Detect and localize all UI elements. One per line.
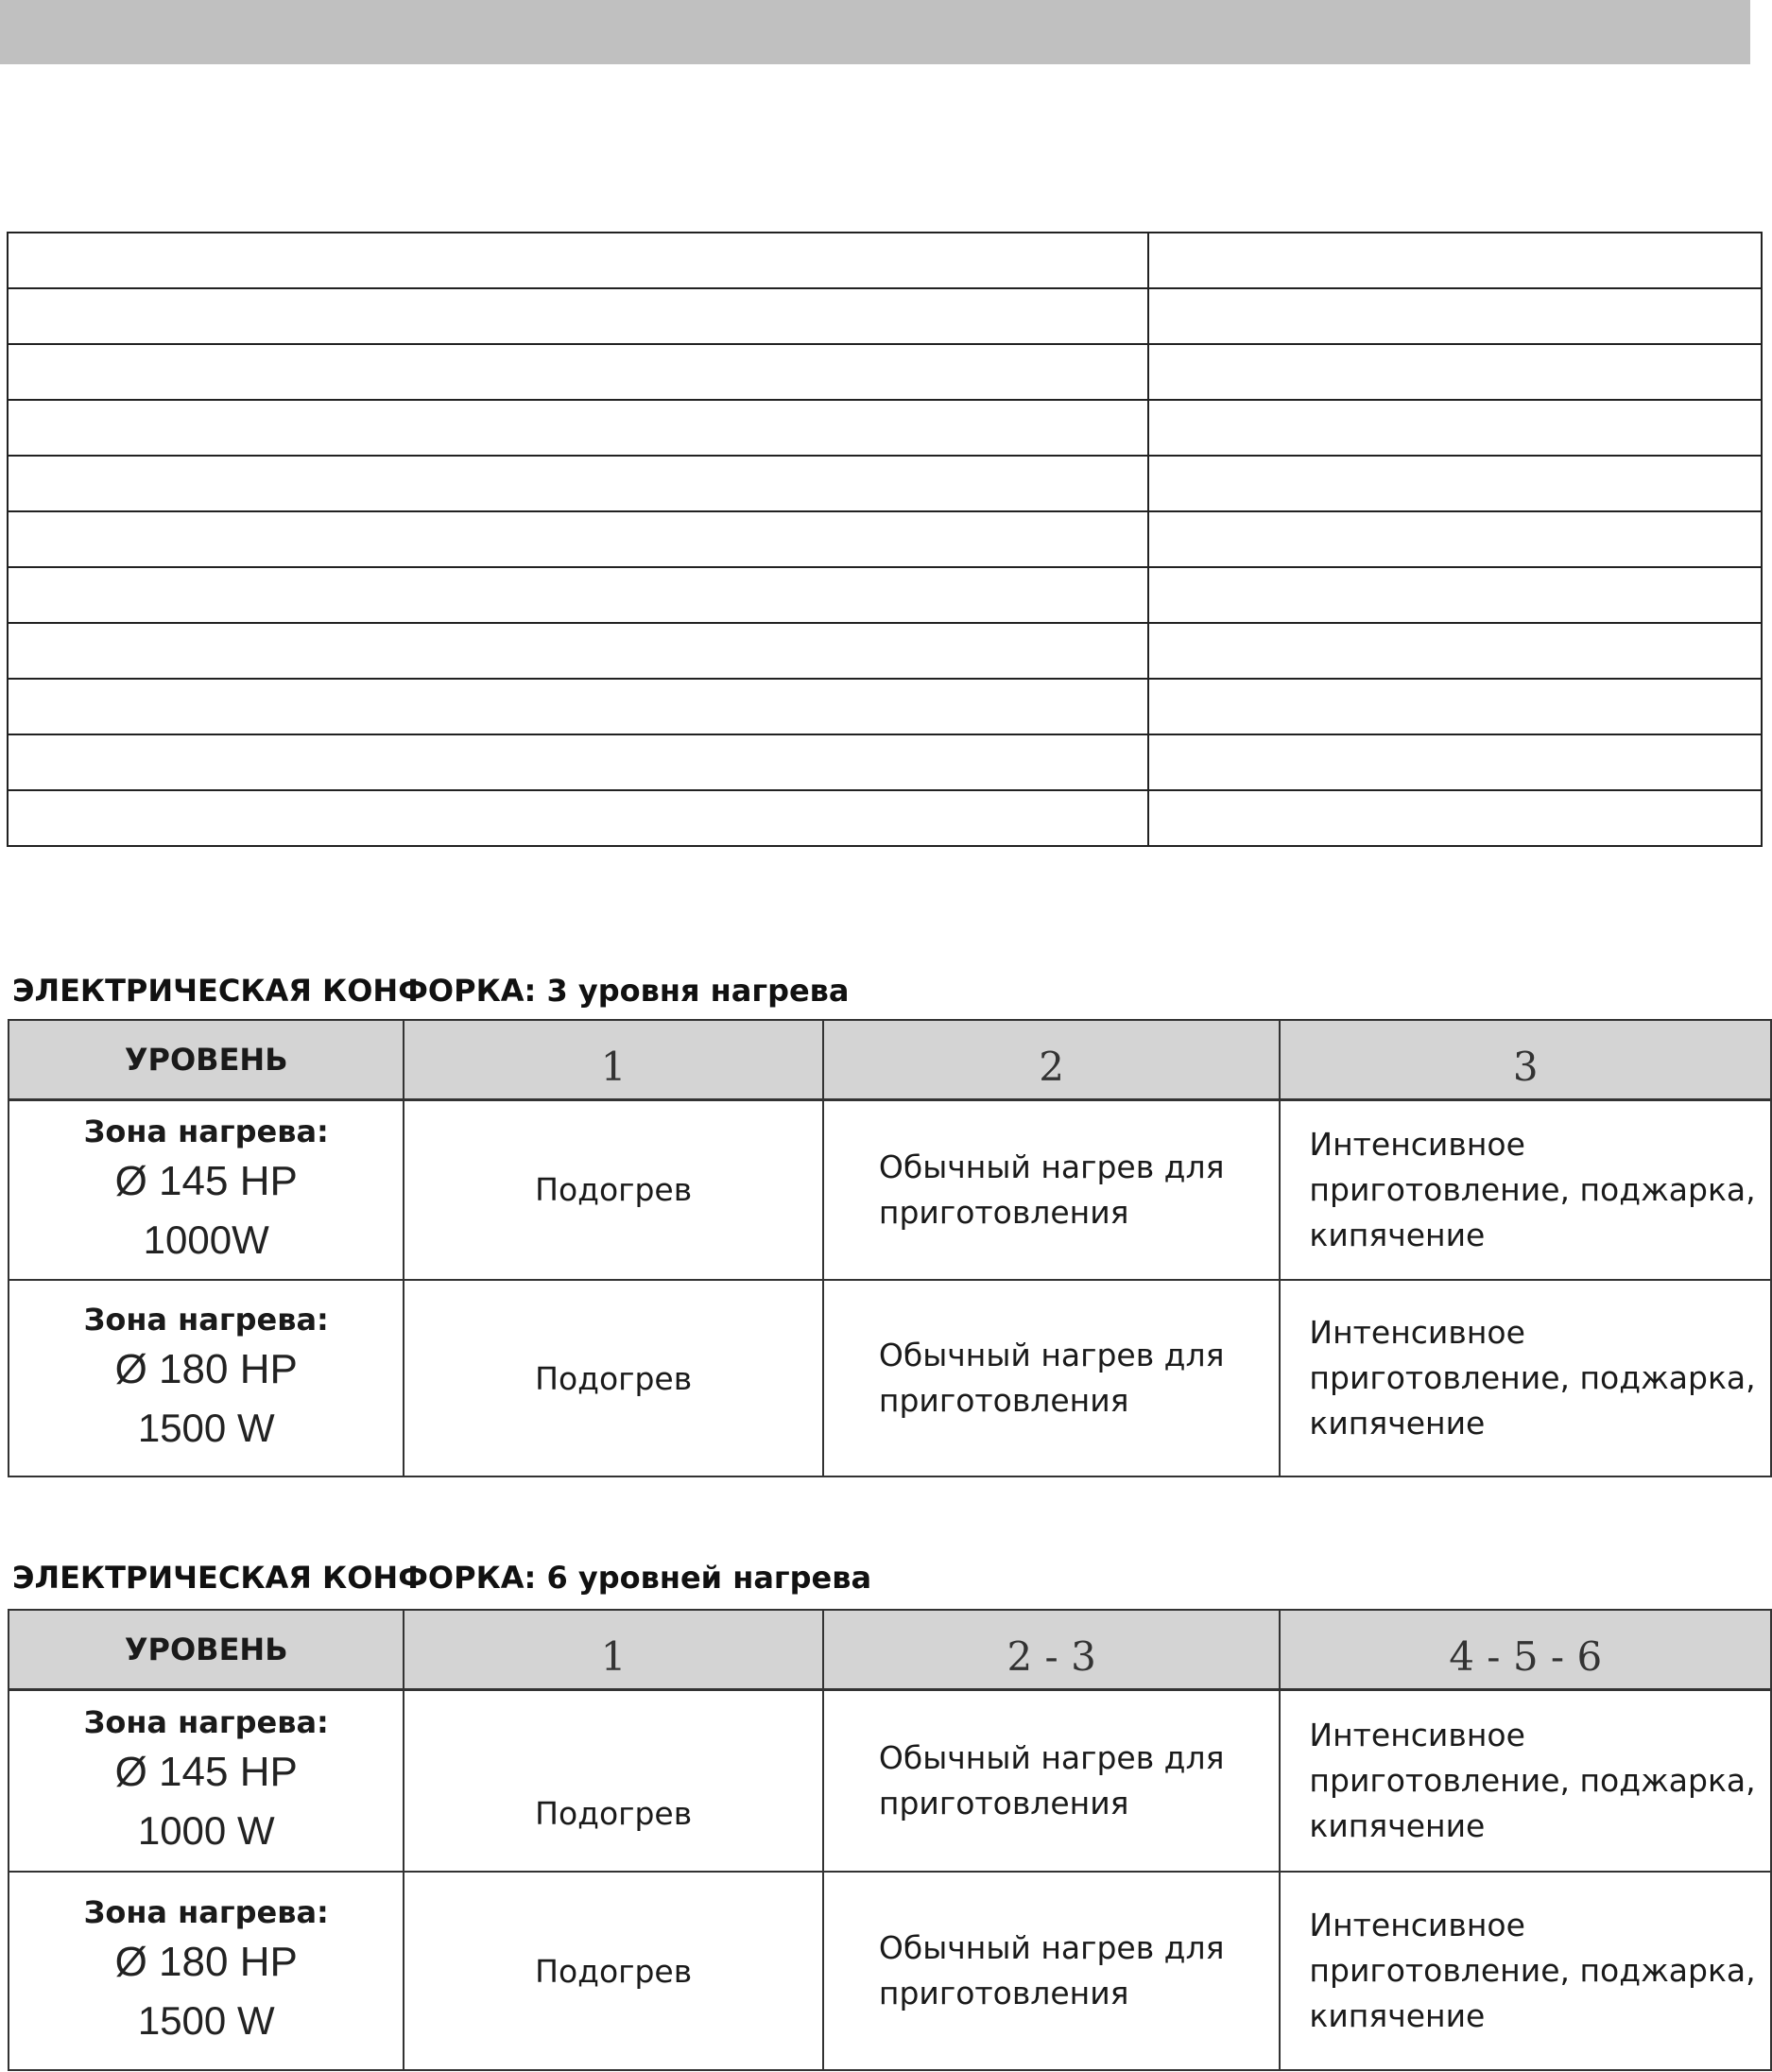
table-row <box>9 1872 1771 2070</box>
table-row <box>8 288 1762 344</box>
zone-diameter: Ø 180 HP <box>114 1939 298 1985</box>
level-header-label: УРОВЕНЬ <box>9 1020 404 1099</box>
level-1-desc: Подогрев <box>404 1280 822 1476</box>
table-header-row <box>9 1610 1771 1689</box>
zone-cell <box>9 1872 404 2070</box>
table-row <box>8 623 1762 679</box>
level-header-label: УРОВЕНЬ <box>9 1610 404 1689</box>
zone-title: Зона нагрева: <box>83 1894 329 1930</box>
zone-title: Зона нагрева: <box>83 1302 329 1338</box>
zone-title: Зона нагрева: <box>83 1703 329 1740</box>
level-2-desc: Обычный нагрев для приготовления <box>823 1099 1281 1280</box>
level-4-5-6-desc: Интенсивное приготовление, поджарка, кипячение <box>1280 1872 1771 2070</box>
level-4-5-6-header: 4 - 5 - 6 <box>1280 1610 1771 1689</box>
level-1-desc: Подогрев <box>404 1689 822 1872</box>
level-3-desc: Интенсивное приготовление, поджарка, кипячение <box>1280 1280 1771 1476</box>
table-row <box>8 679 1762 734</box>
table-row <box>8 233 1762 288</box>
level-1-header: 1 <box>404 1610 822 1689</box>
zone-title: Зона нагрева: <box>83 1113 329 1149</box>
level-1-desc: Подогрев <box>404 1872 822 2070</box>
table-row <box>8 400 1762 456</box>
table-row <box>8 344 1762 400</box>
zone-diameter: Ø 145 HP <box>114 1748 298 1795</box>
table-row <box>9 1689 1771 1872</box>
table-row <box>8 734 1762 790</box>
table-row <box>9 1280 1771 1476</box>
zone-power: 1500 W <box>137 1406 275 1450</box>
zone-cell <box>9 1689 404 1872</box>
header-band <box>0 0 1750 64</box>
level-3-desc: Интенсивное приготовление, поджарка, кипячение <box>1280 1099 1771 1280</box>
table-row <box>9 1099 1771 1280</box>
level-2-3-header: 2 - 3 <box>823 1610 1281 1689</box>
empty-grid-table <box>7 232 1763 847</box>
table-row <box>8 567 1762 623</box>
zone-power: 1000 W <box>137 1807 275 1853</box>
level-1-desc: Подогрев <box>404 1099 822 1280</box>
zone-power: 1500 W <box>137 1998 275 2043</box>
section-title-3-levels: ЭЛЕКТРИЧЕСКАЯ КОНФОРКА: 3 уровня нагрева <box>12 973 850 1009</box>
heat-levels-table-6 <box>8 1609 1772 2071</box>
zone-cell <box>9 1280 404 1476</box>
level-2-3-desc: Обычный нагрев для приготовления <box>823 1689 1281 1872</box>
table-header-row <box>9 1020 1771 1099</box>
level-2-desc: Обычный нагрев для приготовления <box>823 1280 1281 1476</box>
level-3-header: 3 <box>1280 1020 1771 1099</box>
table-row <box>8 790 1762 846</box>
level-2-3-desc: Обычный нагрев для приготовления <box>823 1872 1281 2070</box>
table-row <box>8 456 1762 511</box>
table-row <box>8 511 1762 567</box>
level-1-header: 1 <box>404 1020 822 1099</box>
heat-levels-table-3 <box>8 1019 1772 1477</box>
zone-diameter: Ø 145 HP <box>114 1157 298 1204</box>
level-2-header: 2 <box>823 1020 1281 1099</box>
zone-diameter: Ø 180 HP <box>114 1346 298 1392</box>
level-4-5-6-desc: Интенсивное приготовление, поджарка, кипячение <box>1280 1689 1771 1872</box>
zone-cell <box>9 1099 404 1280</box>
zone-power: 1000W <box>143 1217 269 1262</box>
section-title-6-levels: ЭЛЕКТРИЧЕСКАЯ КОНФОРКА: 6 уровней нагрева <box>12 1560 872 1596</box>
